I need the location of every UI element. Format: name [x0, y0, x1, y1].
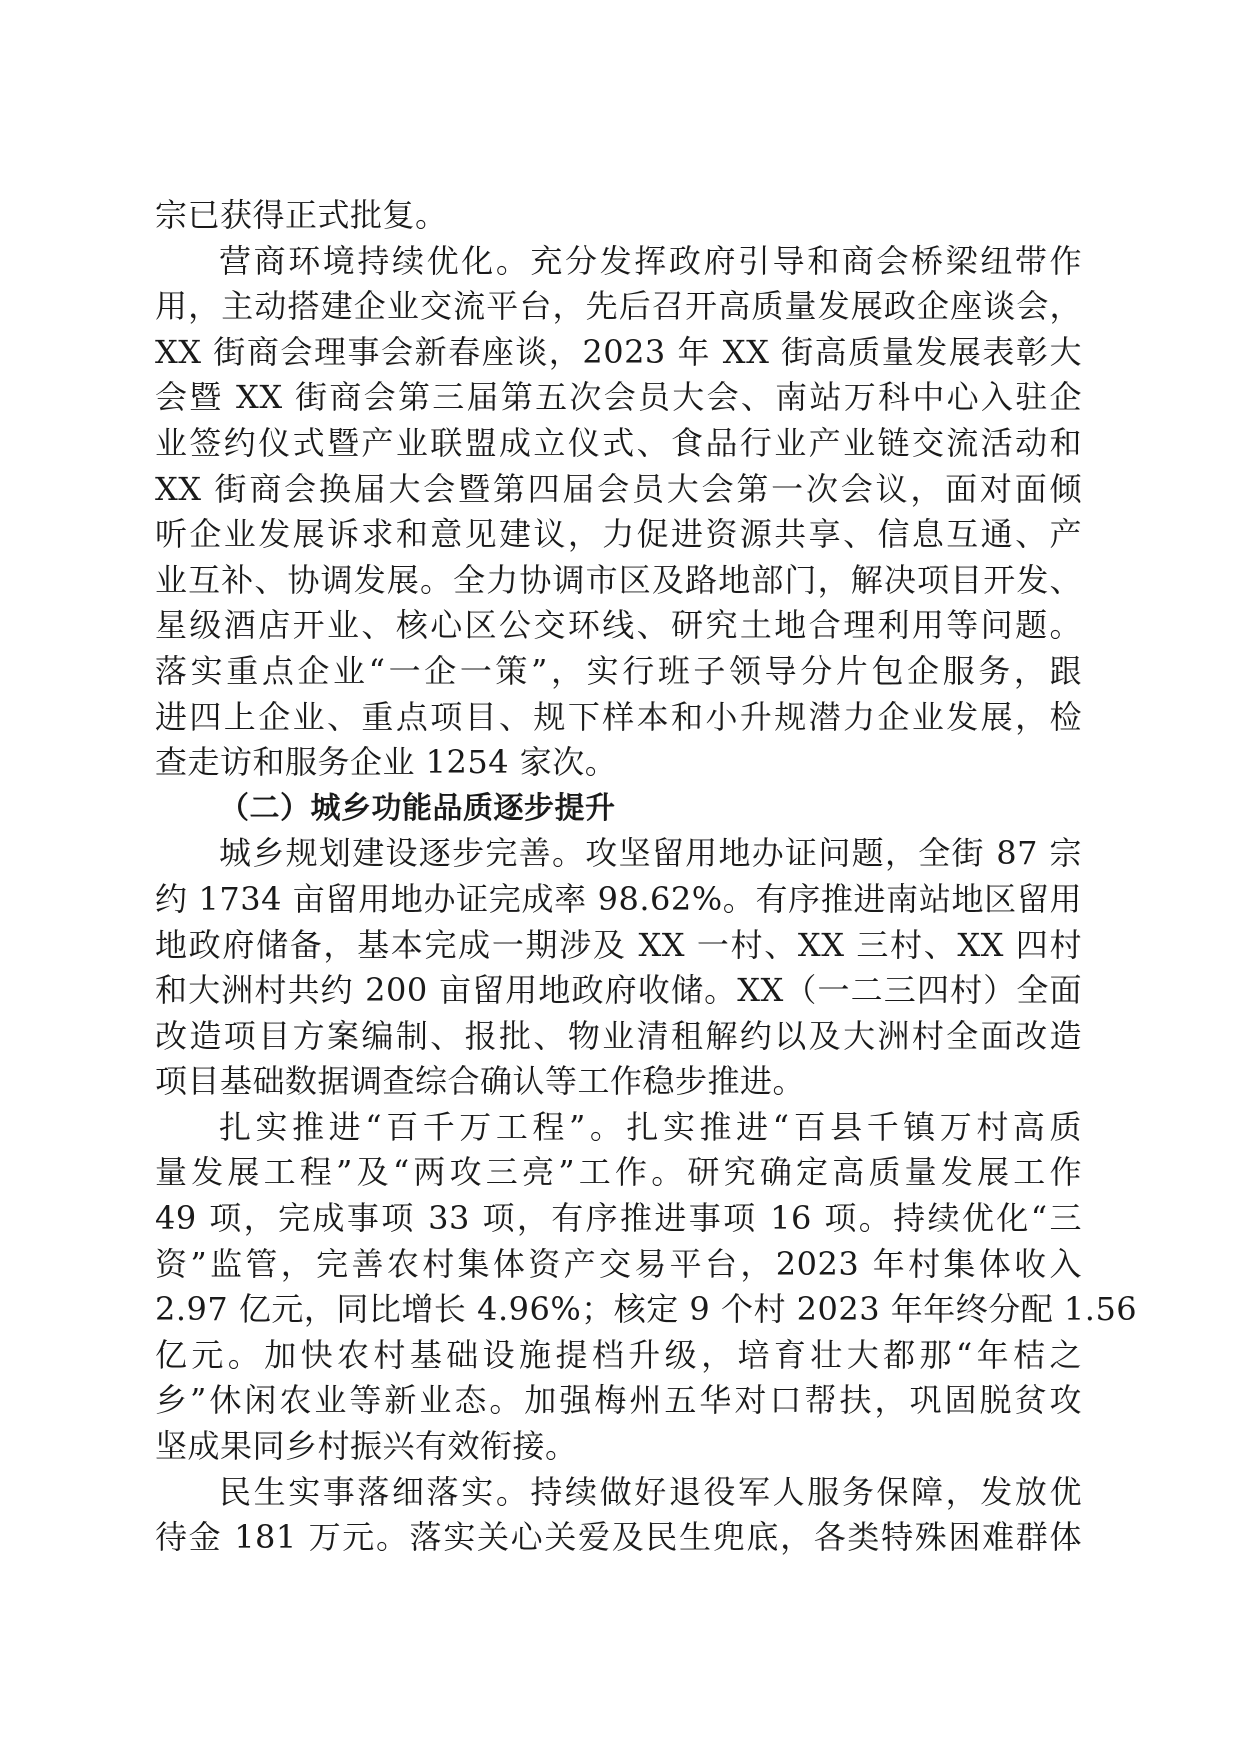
text-line: 资”监管，完善农村集体资产交易平台，2023 年村集体收入: [155, 1244, 1082, 1283]
text-line: 扎实推进“百千万工程”。扎实推进“百县千镇万村高质: [219, 1107, 1082, 1146]
text-line: 查走访和服务企业 1254 家次。: [155, 743, 618, 782]
text-line: 约 1734 亩留用地办证完成率 98.62%。有序推进南站地区留用: [155, 879, 1082, 918]
text-line: 2.97 亿元，同比增长 4.96%；核定 9 个村 2023 年年终分配 1.56: [155, 1290, 1138, 1329]
text-line: XX 街商会理事会新春座谈，2023 年 XX 街高质量发展表彰大: [155, 332, 1082, 371]
text-line: XX 街商会换届大会暨第四届会员大会第一次会议，面对面倾: [155, 469, 1082, 508]
text-line: 会暨 XX 街商会第三届第五次会员大会、南站万科中心入驻企: [155, 378, 1082, 417]
text-line: 和大洲村共约 200 亩留用地政府收储。XX（一二三四村）全面: [155, 971, 1082, 1010]
text-line: 用，主动搭建企业交流平台，先后召开高质量发展政企座谈会，: [155, 287, 1082, 326]
text-line: 宗已获得正式批复。: [155, 196, 448, 234]
text-line: 营商环境持续优化。充分发挥政府引导和商会桥梁纽带作: [219, 241, 1082, 280]
text-line: 进四上企业、重点项目、规下样本和小升规潜力企业发展，检: [155, 697, 1082, 736]
text-line: 改造项目方案编制、报批、物业清租解约以及大洲村全面改造: [155, 1016, 1082, 1055]
text-line: 民生实事落细落实。持续做好退役军人服务保障，发放优: [219, 1472, 1082, 1511]
text-line: 落实重点企业“一企一策”，实行班子领导分片包企服务，跟: [155, 651, 1082, 690]
text-line: 亿元。加快农村基础设施提档升级，培育壮大都那“年桔之: [155, 1335, 1082, 1374]
text-line: 地政府储备，基本完成一期涉及 XX 一村、XX 三村、XX 四村: [155, 925, 1082, 964]
text-line: 业互补、协调发展。全力协调市区及路地部门，解决项目开发、: [155, 560, 1082, 599]
text-line: 项目基础数据调查综合确认等工作稳步推进。: [155, 1062, 806, 1101]
paragraph-block-1: [155, 193, 1082, 786]
section-heading: （二）城乡功能品质逐步提升: [219, 790, 616, 826]
text-line: 听企业发展诉求和意见建议，力促进资源共享、信息互通、产: [155, 515, 1082, 554]
document-body: [155, 193, 1138, 1561]
text-line: 49 项，完成事项 33 项，有序推进事项 16 项。持续优化“三: [155, 1199, 1082, 1238]
paragraph-block-2: [155, 831, 1138, 1561]
text-line: 星级酒店开业、核心区公交环线、研究土地合理利用等问题。: [155, 606, 1082, 645]
text-line: 业签约仪式暨产业联盟成立仪式、食品行业产业链交流活动和: [155, 423, 1082, 462]
text-line: 乡”休闲农业等新业态。加强梅州五华对口帮扶，巩固脱贫攻: [155, 1381, 1082, 1420]
text-line: 坚成果同乡村振兴有效衔接。: [155, 1427, 578, 1466]
text-line: 城乡规划建设逐步完善。攻坚留用地办证问题，全街 87 宗: [219, 834, 1082, 873]
text-line: 量发展工程”及“两攻三亮”工作。研究确定高质量发展工作: [155, 1153, 1082, 1192]
text-line: 待金 181 万元。落实关心关爱及民生兜底，各类特殊困难群体: [155, 1518, 1082, 1557]
